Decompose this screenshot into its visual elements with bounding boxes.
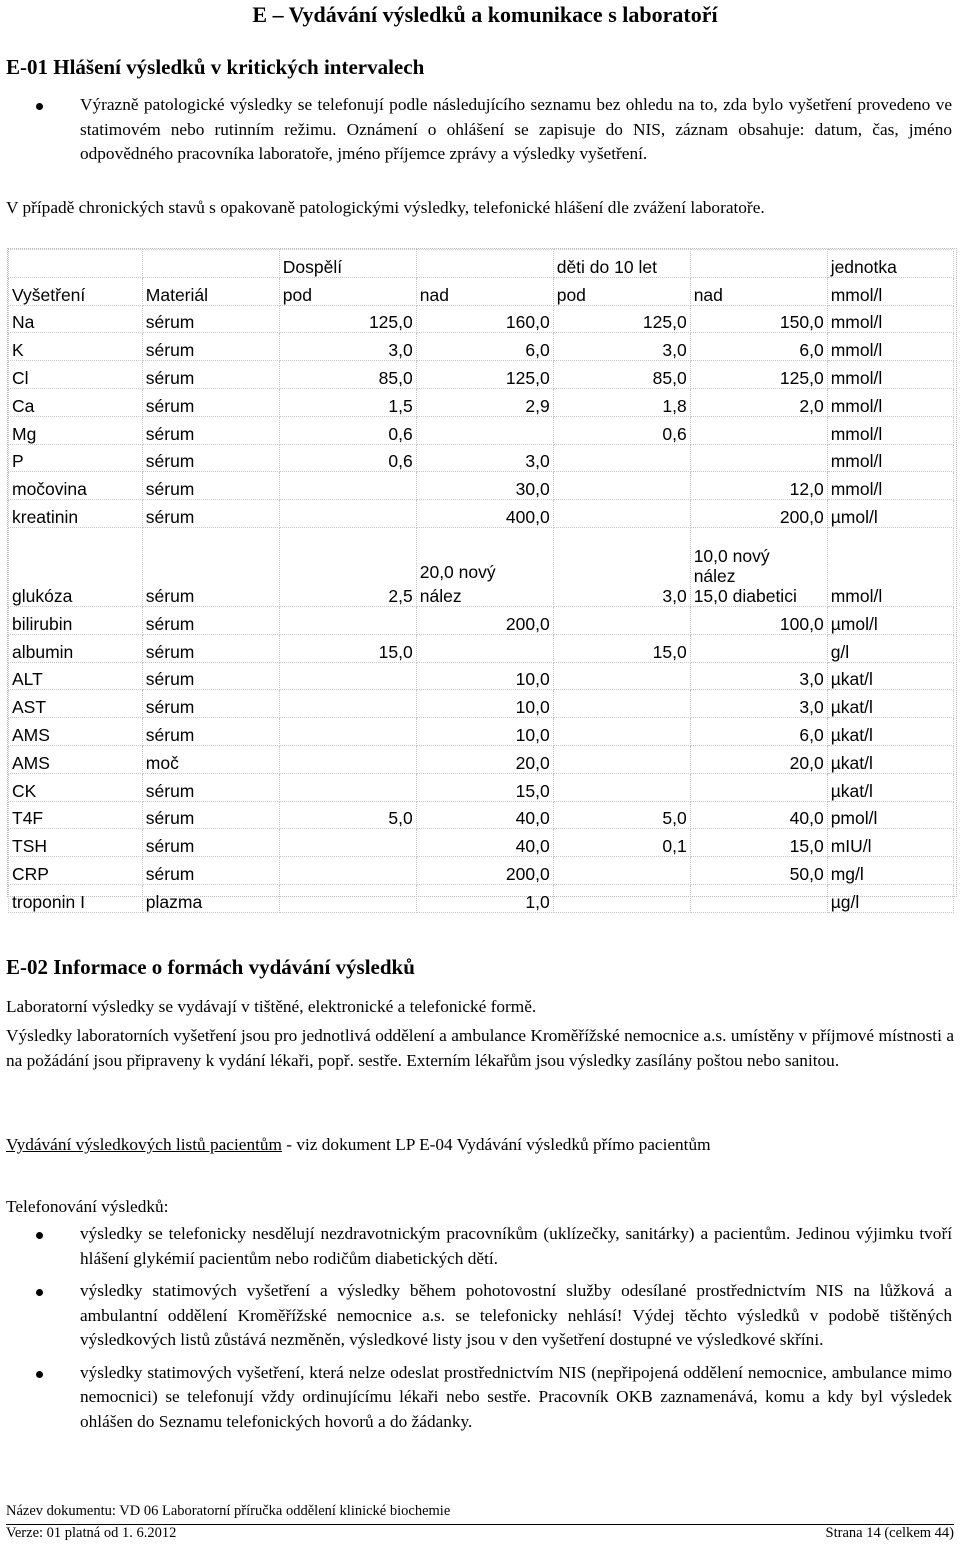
bullet-text: výsledky statimových vyšetření a výsledky během pohotovostní služby odesílané prostřednictvím NIS na lůžková a ambulantní oddělení Kroměřížské nemocnice a.s. se telefonicky nehlásí! Výdej těchto výsledků v podobě tištěných výsledkových listů zůstává nezměněn, výsledkové listy jsou v den vyšetření dostupné ve výsledkové skříni. <box>80 1281 952 1349</box>
table-row <box>9 801 954 829</box>
cell-child-high <box>690 773 827 801</box>
table-row <box>9 388 954 416</box>
cell-adult-low <box>279 500 416 528</box>
cell-adult-high: 40,0 <box>416 801 553 829</box>
cell-adult-high: 2,9 <box>416 388 553 416</box>
table-row <box>9 718 954 746</box>
table-row <box>9 634 954 662</box>
table-group-header-row <box>9 250 954 278</box>
cell-material: sérum <box>142 634 279 662</box>
chronic-note: V případě chronických stavů s opakovaně patologickými výsledky, telefonické hlášení dle zvážení laboratoře. <box>6 198 765 217</box>
cell-adult-low: 0,6 <box>279 416 416 444</box>
location-paragraph: Výsledky laboratorních vyšetření jsou pro jednotlivá oddělení a ambulance Kroměřížské nemocnice a.s. umístěny v příjmové místnosti a na požádání jsou připraveny k vydání lékaři, popř. sestře. Externím lékařům jsou výsledky zasílány poštou nebo sanitou. <box>6 1026 954 1070</box>
footer-page-number: Strana 14 (celkem 44) <box>825 1525 954 1541</box>
table-row <box>9 690 954 718</box>
header-children: děti do 10 let <box>553 250 690 278</box>
patient-results-link[interactable]: Vydávání výsledkových listů pacientům <box>6 1135 282 1154</box>
cell-adult-high: 400,0 <box>416 500 553 528</box>
table-row <box>9 444 954 472</box>
cell-child-high: 200,0 <box>690 500 827 528</box>
bullet-text: výsledky se telefonicky nesdělují nezdravotnickým pracovníkům (uklízečky, sanitárky) a pacientům. Jedinou výjimku tvoří hlášení glykémií pacientům nebo rodičům diabetických dětí. <box>80 1224 952 1268</box>
cell-material: sérum <box>142 305 279 333</box>
cell-adult-high: 10,0 <box>416 662 553 690</box>
bullet-text: výsledky statimových vyšetření, která nelze odeslat prostřednictvím NIS (nepřipojená oddělení nemocnice, ambulance mimo nemocnici) se telefonují vždy ordinujícímu lékaři nebo sestře. Pracovník OKB zaznamenává, komu a kdy byl výsledek ohlášen do Seznamu telefonických hovorů a do žádanky. <box>80 1362 952 1431</box>
cell-adult-high: 15,0 <box>416 773 553 801</box>
cell-unit: mmol/l <box>827 444 953 472</box>
section-title-e01: E-01 Hlášení výsledků v kritických intervalech <box>6 55 425 79</box>
cell-unit: g/l <box>827 634 953 662</box>
header-unit: jednotka <box>827 250 953 278</box>
cell-child-high <box>690 527 827 606</box>
cell-child-low: 3,0 <box>553 527 690 606</box>
cell-material: sérum <box>142 829 279 857</box>
cell-child-high: 15,0 <box>690 829 827 857</box>
cell-child-low <box>553 444 690 472</box>
cell-adult-low <box>279 690 416 718</box>
cell-child-low: 125,0 <box>553 305 690 333</box>
section-title-e02: E-02 Informace o formách vydávání výsledků <box>6 955 415 979</box>
cell-adult-low <box>279 745 416 773</box>
cell-adult-high: 30,0 <box>416 472 553 500</box>
cell-adult-low: 5,0 <box>279 801 416 829</box>
table-row <box>9 472 954 500</box>
cell-exam: AST <box>9 690 143 718</box>
cell-adult-low <box>279 606 416 634</box>
cell-exam: glukóza <box>9 527 143 606</box>
cell-child-high: 12,0 <box>690 472 827 500</box>
cell-exam: CRP <box>9 857 143 885</box>
header-adult-low: pod <box>279 277 416 305</box>
patient-results-reference <box>6 1133 954 1158</box>
cell-adult-high: 10,0 <box>416 718 553 746</box>
cell-adult-low: 0,6 <box>279 444 416 472</box>
cell-material: sérum <box>142 662 279 690</box>
reference-text: - viz dokument LP E-04 Vydávání výsledků přímo pacientům <box>281 1135 711 1154</box>
cell-exam: TSH <box>9 829 143 857</box>
cell-child-low: 85,0 <box>553 361 690 389</box>
cell-material: moč <box>142 745 279 773</box>
header-child-high: nad <box>690 277 827 305</box>
cell-material: sérum <box>142 773 279 801</box>
table-header-row <box>9 277 954 305</box>
table-cell <box>690 250 827 278</box>
table-row <box>9 884 954 912</box>
cell-unit: µkat/l <box>827 662 953 690</box>
cell-material: sérum <box>142 527 279 606</box>
cell-child-high: 2,0 <box>690 388 827 416</box>
cell-child-low: 1,8 <box>553 388 690 416</box>
cell-exam: AMS <box>9 745 143 773</box>
cell-material: sérum <box>142 690 279 718</box>
forms-paragraph: Laboratorní výsledky se vydávají v tištěné, elektronické a telefonické formě. <box>6 997 537 1016</box>
phone-heading: Telefonování výsledků: <box>6 1197 169 1216</box>
cell-adult-low: 85,0 <box>279 361 416 389</box>
cell-child-high <box>690 444 827 472</box>
cell-material: sérum <box>142 857 279 885</box>
cell-child-low <box>553 773 690 801</box>
cell-child-low: 15,0 <box>553 634 690 662</box>
table-row <box>9 773 954 801</box>
cell-exam: CK <box>9 773 143 801</box>
cell-exam: troponin I <box>9 884 143 912</box>
list-item <box>0 1361 960 1435</box>
cell-unit: mmol/l <box>827 305 953 333</box>
cell-child-low <box>553 884 690 912</box>
list-item <box>0 1222 960 1271</box>
cell-adult-high: 160,0 <box>416 305 553 333</box>
glucose-child-high-c-nad-line3: 15,0 diabetici <box>693 585 797 606</box>
cell-adult-low <box>279 718 416 746</box>
cell-adult-high: 6,0 <box>416 333 553 361</box>
cell-material: sérum <box>142 416 279 444</box>
cell-child-high: 6,0 <box>690 333 827 361</box>
list-item <box>0 93 960 167</box>
cell-unit: µkat/l <box>827 718 953 746</box>
cell-child-low <box>553 606 690 634</box>
table-row <box>9 662 954 690</box>
cell-child-low: 0,6 <box>553 416 690 444</box>
cell-child-low <box>553 718 690 746</box>
cell-adult-high: 125,0 <box>416 361 553 389</box>
table-row <box>9 829 954 857</box>
header-material: Materiál <box>142 277 279 305</box>
cell-unit: mmol/l <box>827 472 953 500</box>
list-item <box>0 1279 960 1353</box>
cell-child-low <box>553 472 690 500</box>
cell-material: sérum <box>142 500 279 528</box>
cell-exam: AMS <box>9 718 143 746</box>
glucose-adult-high-value: 20,0 nový <box>419 561 496 582</box>
cell-unit: mmol/l <box>827 333 953 361</box>
chapter-title: E – Vydávání výsledků a komunikace s laboratoří <box>252 2 718 27</box>
cell-material: sérum <box>142 801 279 829</box>
bullet-icon <box>36 1371 43 1378</box>
cell-adult-high: 10,0 <box>416 690 553 718</box>
cell-child-low: 3,0 <box>553 333 690 361</box>
cell-material: sérum <box>142 718 279 746</box>
footer-version: Verze: 01 platná od 1. 6.2012 <box>6 1525 177 1541</box>
table-row <box>9 527 954 606</box>
cell-adult-high: 20,0 <box>416 745 553 773</box>
table-row <box>9 361 954 389</box>
cell-unit: mg/l <box>827 857 953 885</box>
table-cell <box>9 250 143 278</box>
bullet-icon <box>36 1289 43 1296</box>
glucose-child-high-c-nad-line1: 10,0 nový <box>693 545 770 566</box>
cell-exam: K <box>9 333 143 361</box>
critical-interval-bullets <box>0 93 960 167</box>
cell-exam: P <box>9 444 143 472</box>
cell-child-high: 3,0 <box>690 662 827 690</box>
cell-unit: pmol/l <box>827 801 953 829</box>
cell-adult-high: 3,0 <box>416 444 553 472</box>
cell-child-low: 5,0 <box>553 801 690 829</box>
cell-unit: µkat/l <box>827 773 953 801</box>
cell-exam: Mg <box>9 416 143 444</box>
cell-unit: mmol/l <box>827 361 953 389</box>
cell-child-high: 50,0 <box>690 857 827 885</box>
cell-unit: mmol/l <box>827 388 953 416</box>
table-row <box>9 500 954 528</box>
cell-child-low <box>553 745 690 773</box>
bullet-icon <box>36 103 43 110</box>
cell-child-low <box>553 500 690 528</box>
cell-exam: Na <box>9 305 143 333</box>
cell-adult-low <box>279 884 416 912</box>
cell-adult-high: 200,0 <box>416 857 553 885</box>
cell-adult-low: 1,5 <box>279 388 416 416</box>
cell-exam: ALT <box>9 662 143 690</box>
cell-unit: µmol/l <box>827 500 953 528</box>
cell-adult-high: 40,0 <box>416 829 553 857</box>
cell-material: sérum <box>142 472 279 500</box>
bullet-icon <box>36 1232 43 1239</box>
cell-material: sérum <box>142 606 279 634</box>
cell-adult-high <box>416 527 553 606</box>
cell-exam: Cl <box>9 361 143 389</box>
cell-material: sérum <box>142 444 279 472</box>
cell-exam: močovina <box>9 472 143 500</box>
cell-exam: Ca <box>9 388 143 416</box>
cell-adult-high: 200,0 <box>416 606 553 634</box>
cell-child-high <box>690 884 827 912</box>
cell-unit: µg/l <box>827 884 953 912</box>
critical-values-table <box>8 249 954 913</box>
table-row <box>9 857 954 885</box>
cell-child-high: 40,0 <box>690 801 827 829</box>
cell-adult-low: 3,0 <box>279 333 416 361</box>
glucose-child-high-c-nad-line2: nález <box>693 565 736 586</box>
cell-adult-low <box>279 472 416 500</box>
cell-child-low <box>553 662 690 690</box>
header-adults: Dospělí <box>279 250 416 278</box>
cell-adult-low: 15,0 <box>279 634 416 662</box>
glucose-adult-high-suffix: nález <box>419 585 462 606</box>
cell-adult-low: 125,0 <box>279 305 416 333</box>
table-cell <box>416 250 553 278</box>
cell-unit: µmol/l <box>827 606 953 634</box>
cell-unit: µkat/l <box>827 745 953 773</box>
cell-child-high: 150,0 <box>690 305 827 333</box>
cell-child-high: 3,0 <box>690 690 827 718</box>
cell-child-high: 20,0 <box>690 745 827 773</box>
cell-adult-low <box>279 829 416 857</box>
table-row <box>9 333 954 361</box>
cell-child-high: 100,0 <box>690 606 827 634</box>
cell-material: plazma <box>142 884 279 912</box>
table-row <box>9 305 954 333</box>
table-row <box>9 606 954 634</box>
cell-child-high <box>690 416 827 444</box>
bullet-text: Výrazně patologické výsledky se telefonují podle následujícího seznamu bez ohledu na to, zda bylo vyšetření provedeno ve statimovém nebo rutinním režimu. Oznámení o ohlášení se zapisuje do NIS, záznam obsahuje: datum, čas, jméno odpovědného pracovníka laboratoře, jméno příjemce zprávy a výsledky vyšetření. <box>80 95 952 163</box>
header-child-low: pod <box>553 277 690 305</box>
cell-child-high: 125,0 <box>690 361 827 389</box>
cell-unit: mmol/l <box>827 416 953 444</box>
cell-exam: albumin <box>9 634 143 662</box>
cell-adult-high <box>416 634 553 662</box>
cell-adult-low <box>279 773 416 801</box>
cell-adult-low: 2,5 <box>279 527 416 606</box>
cell-unit: mmol/l <box>827 527 953 606</box>
cell-adult-low <box>279 857 416 885</box>
cell-adult-high: 1,0 <box>416 884 553 912</box>
cell-material: sérum <box>142 333 279 361</box>
header-exam: Vyšetření <box>9 277 143 305</box>
footer-document-name: Název dokumentu: VD 06 Laboratorní příručka oddělení klinické biochemie <box>6 1503 451 1519</box>
table-row <box>9 416 954 444</box>
cell-exam: bilirubin <box>9 606 143 634</box>
cell-child-low: 0,1 <box>553 829 690 857</box>
cell-child-low <box>553 690 690 718</box>
cell-child-high <box>690 634 827 662</box>
cell-adult-high <box>416 416 553 444</box>
cell-unit: µkat/l <box>827 690 953 718</box>
header-adult-high: nad <box>416 277 553 305</box>
cell-material: sérum <box>142 388 279 416</box>
header-unit-value: mmol/l <box>827 277 953 305</box>
cell-exam: T4F <box>9 801 143 829</box>
phone-rules-list <box>0 1222 960 1442</box>
cell-child-high: 6,0 <box>690 718 827 746</box>
table-cell <box>142 250 279 278</box>
cell-child-low <box>553 857 690 885</box>
cell-adult-low <box>279 662 416 690</box>
cell-exam: kreatinin <box>9 500 143 528</box>
cell-material: sérum <box>142 361 279 389</box>
cell-unit: mIU/l <box>827 829 953 857</box>
table-row <box>9 745 954 773</box>
